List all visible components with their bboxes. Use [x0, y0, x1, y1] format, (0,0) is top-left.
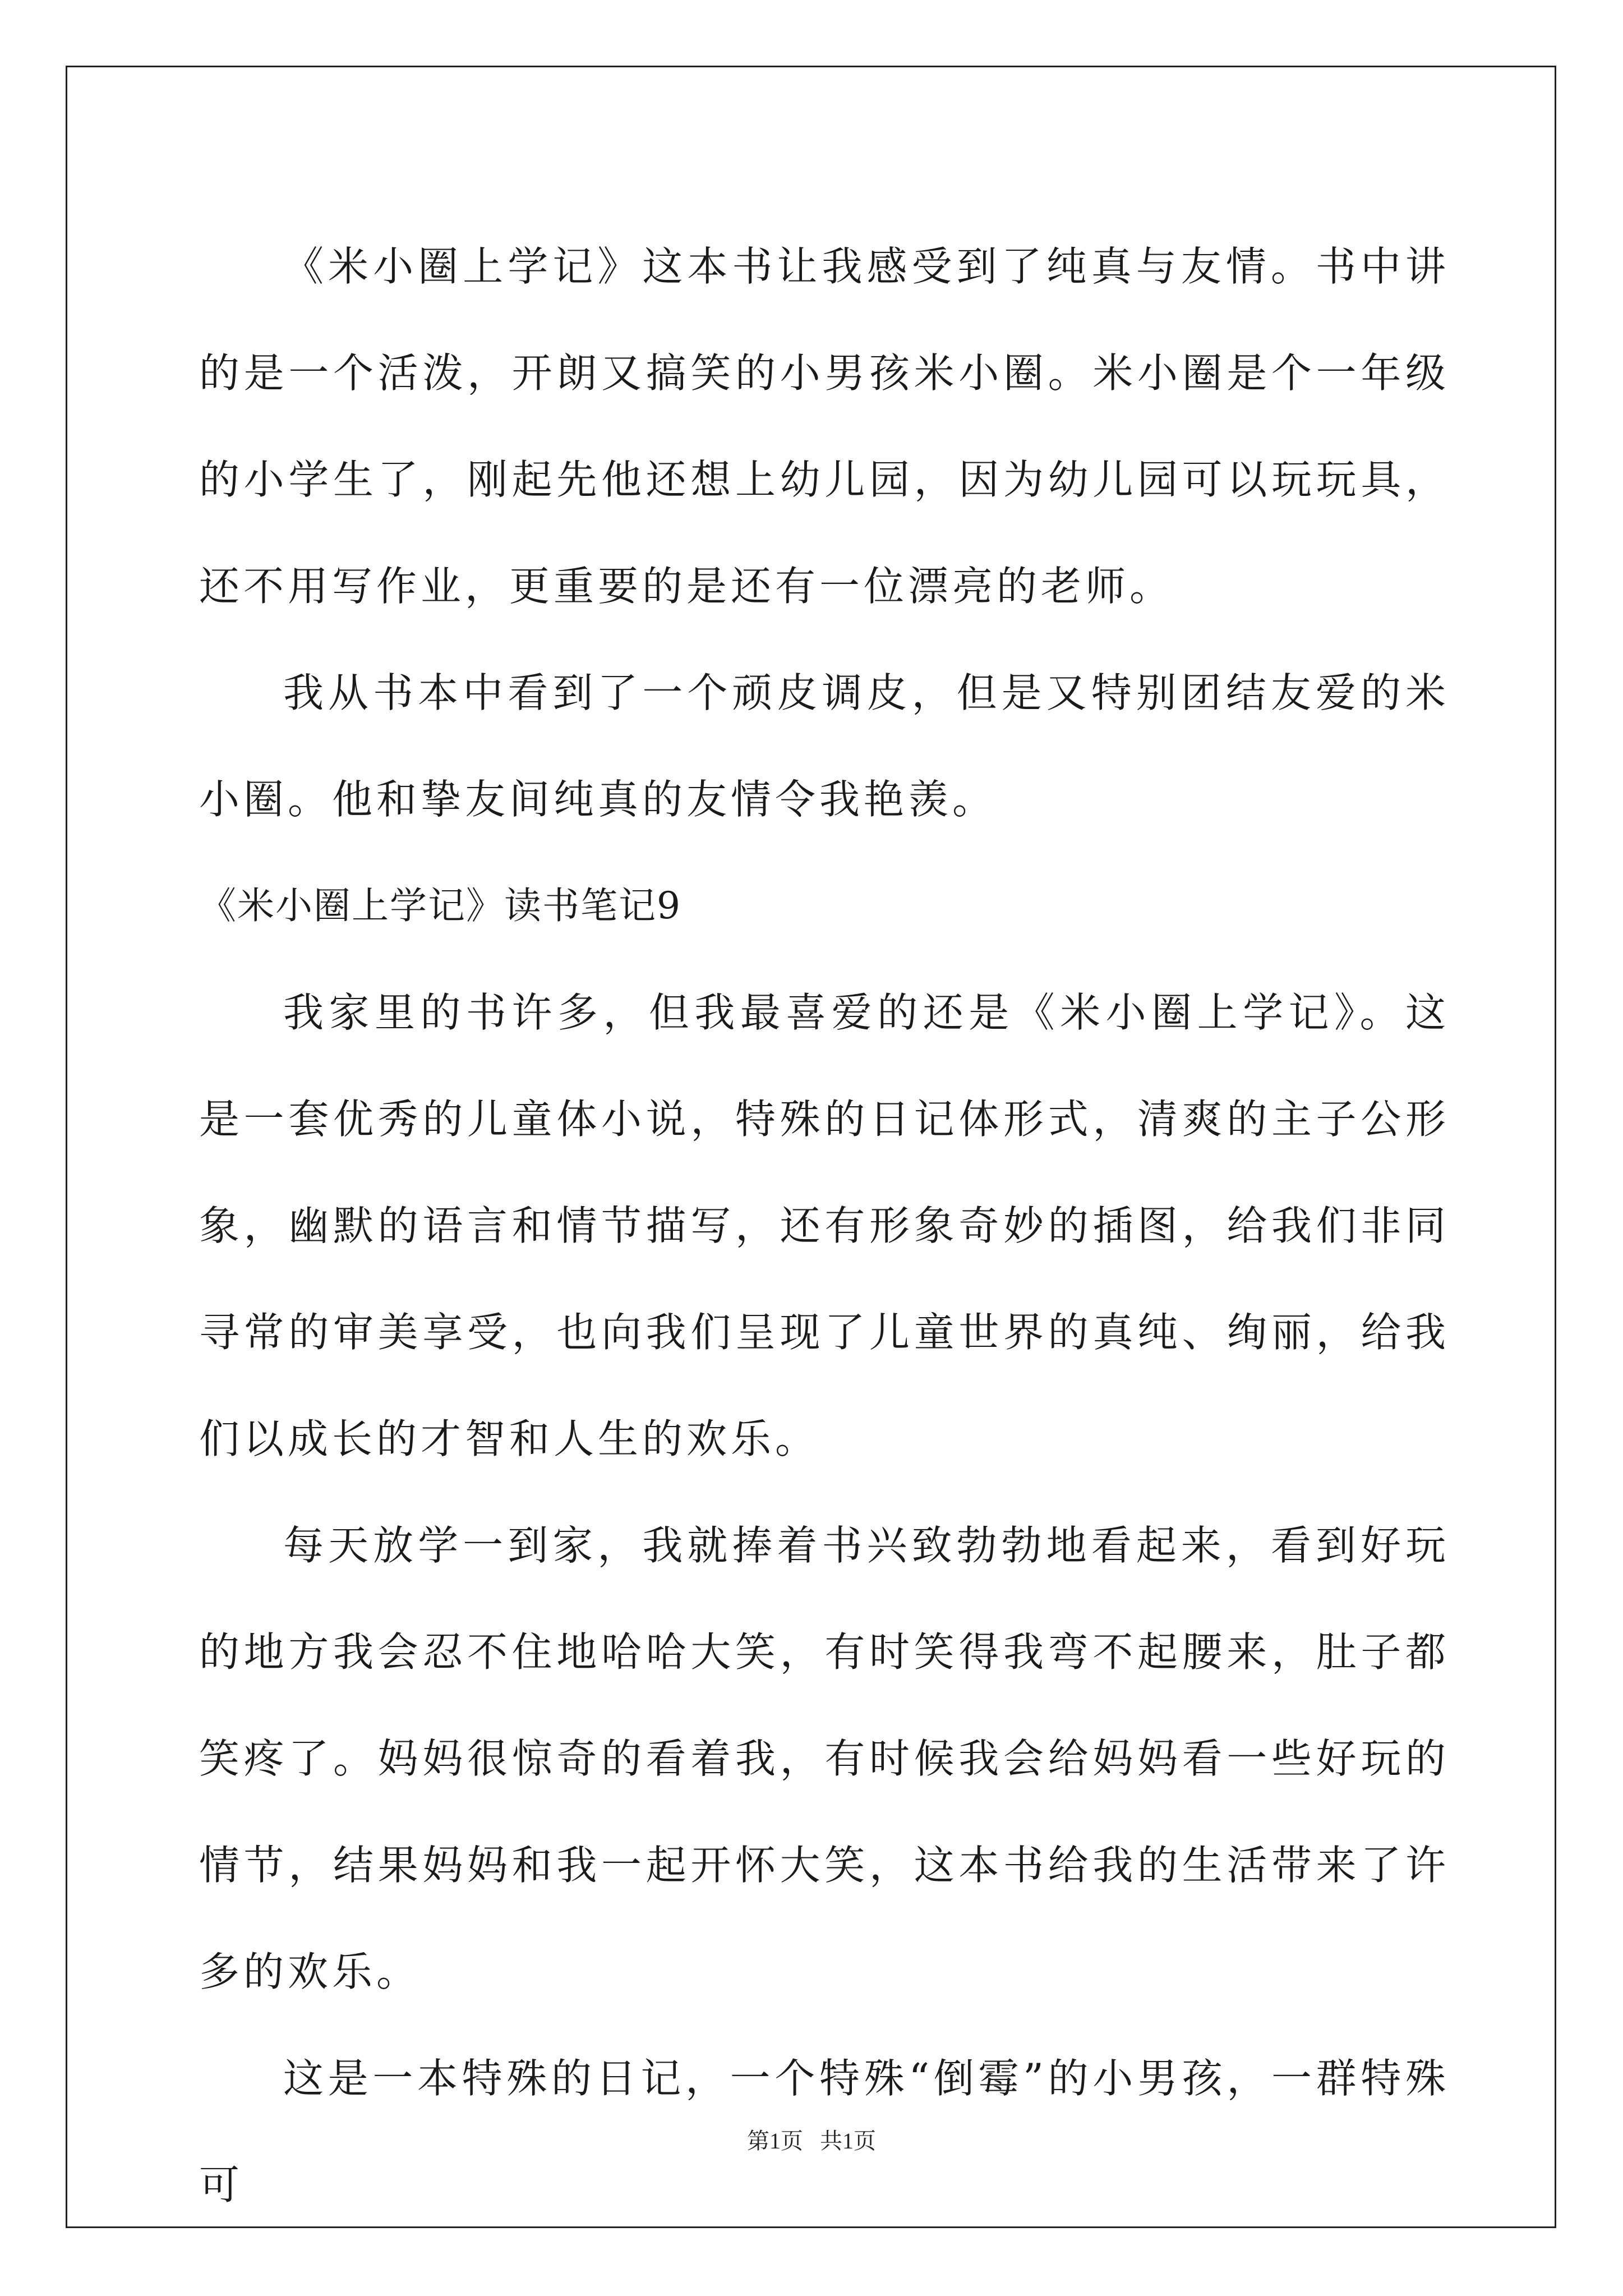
paragraph-1: 《米小圈上学记》这本书让我感受到了纯真与友情。书中讲的是一个活泼，开朗又搞笑的小男孩米小圈。米小圈是个一年级的小学生了，刚起先他还想上幼儿园，因为幼儿园可以玩玩具，还不用写作业，更重要的是还有一位漂亮的老师。	[199, 243, 1450, 610]
document-body	[199, 213, 1450, 2238]
paragraph-4: 每天放学一到家，我就捧着书兴致勃勃地看起来，看到好玩的地方我会忍不住地哈哈大笑，有时笑得我弯不起腰来，肚子都笑疼了。妈妈很惊奇的看着我，有时候我会给妈妈看一些好玩的情节，结果妈妈和我一起开怀大笑，这本书给我的生活带来了许多的欢乐。	[199, 1522, 1450, 1995]
paragraph-3: 我家里的书许多，但我最喜爱的还是《米小圈上学记》。这是一套优秀的儿童体小说，特殊的日记体形式，清爽的主子公形象，幽默的语言和情节描写，还有形象奇妙的插图，给我们非同寻常的审美享受，也向我们呈现了儿童世界的真纯、绚丽，给我们以成长的才智和人生的欢乐。	[199, 989, 1450, 1462]
page-footer: 第1页 共1页	[747, 2128, 876, 2154]
section-heading: 《米小圈上学记》读书笔记9	[199, 884, 681, 927]
paragraph-5: 这是一本特殊的日记，一个特殊“倒霉”的小男孩，一群特殊可	[199, 2055, 1450, 2208]
paragraph-2: 我从书本中看到了一个顽皮调皮，但是又特别团结友爱的米小圈。他和挚友间纯真的友情令我艳羡。	[199, 669, 1450, 823]
